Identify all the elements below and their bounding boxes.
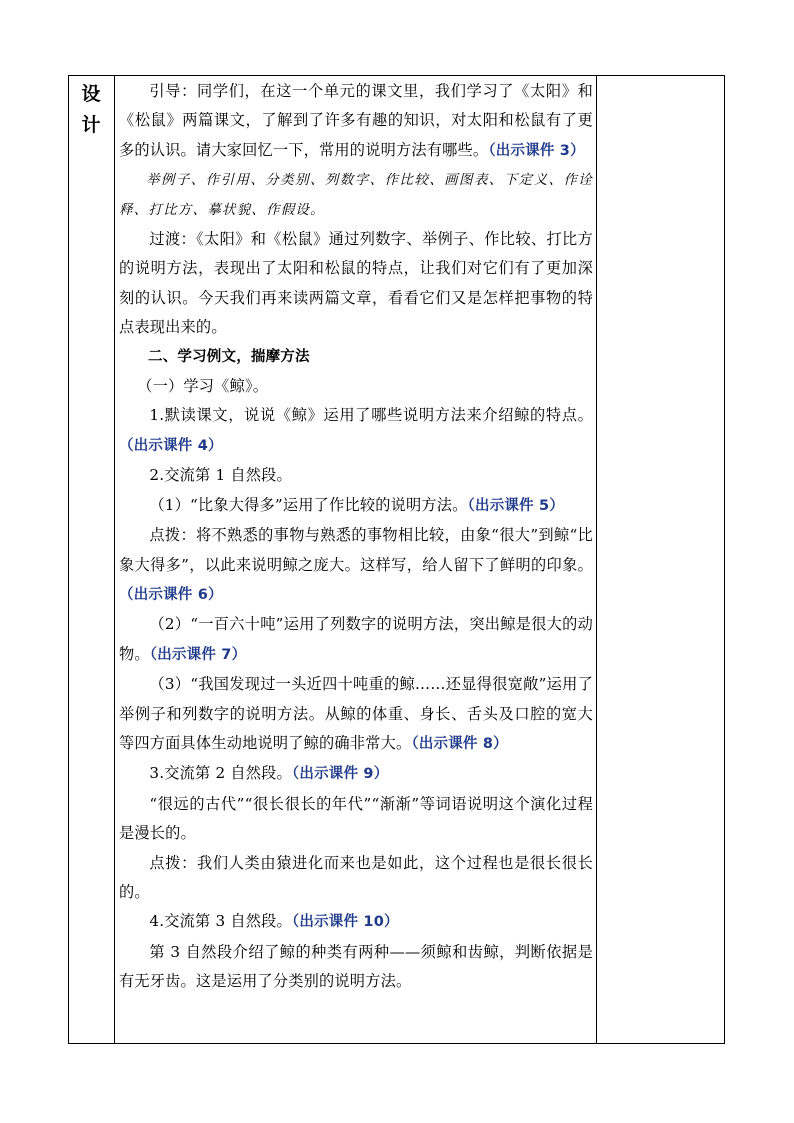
paragraph-text: 过渡：《太阳》和《松鼠》通过列数字、举例子、作比较、打比方的说明方法，表现出了太阳和松鼠的特点，让我们对它们有了更加深刻的认识。今天我们再来读两篇文章，看看它们又是怎样把事物的特点表现出来的。	[119, 230, 593, 337]
table-border-right	[724, 75, 725, 1044]
paragraph	[119, 166, 593, 225]
paragraph-text: 举例子、作引用、分类别、列数字、作比较、画图表、下定义、作诠释、打比方、摹状貌、作假设。	[119, 172, 593, 218]
courseware-note: （出示课件 9）	[291, 766, 389, 783]
paragraph	[119, 790, 593, 849]
courseware-note: （出示课件 4）	[119, 437, 223, 454]
paragraph	[119, 610, 593, 670]
paragraph-text: （1）“比象大得多”运用了作比较的说明方法。	[149, 495, 468, 514]
paragraph-text: 点拨：我们人类由猿进化而来也是如此，这个过程也是很长很长的。	[119, 853, 593, 901]
paragraph-text: 二、学习例文，揣摩方法	[148, 348, 310, 365]
paragraph	[119, 759, 593, 789]
section-label	[68, 75, 114, 141]
section-label-char: 设	[81, 83, 101, 105]
courseware-note: （出示课件 3）	[488, 142, 585, 159]
paragraph-text: 引导：同学们，在这一个单元的课文里，我们学习了《太阳》和《松鼠》两篇课文，了解到了许多有趣的知识，对太阳和松鼠有了更多的认识。请大家回忆一下，常用的说明方法有哪些。	[119, 82, 593, 159]
paragraph	[119, 491, 593, 521]
table-border-bottom	[68, 1043, 725, 1044]
paragraph-text: 点拨：将不熟悉的事物与熟悉的事物相比较，由象“很大”到鲸“比象大得多”，以此来说明鲸之庞大。这样写，给人留下了鲜明的印象。	[119, 526, 593, 574]
paragraph-text: 2.交流第 1 自然段。	[149, 466, 292, 485]
paragraph-text: （3）“我国发现过一头近四十吨重的鲸……还显得很宽敞”运用了举例子和列数字的说明方法。从鲸的体重、身长、舌头及口腔的宽大等四方面具体生动地说明了鲸的确非常大。	[119, 675, 593, 752]
paragraph	[119, 670, 593, 759]
paragraph-text: （一）学习《鲸》。	[137, 377, 269, 396]
lesson-table	[68, 75, 725, 1044]
paragraph	[119, 372, 593, 401]
table-border-left	[68, 75, 69, 1044]
paragraph-text: 第 3 自然段介绍了鲸的种类有两种——须鲸和齿鲸，判断依据是有无牙齿。这是运用了分类别的说明方法。	[119, 942, 593, 991]
paragraph	[119, 401, 593, 461]
courseware-note: （出示课件 10）	[291, 914, 399, 931]
courseware-note: （出示课件 6）	[119, 586, 223, 603]
paragraph	[119, 343, 593, 372]
paragraph-text: “很远的古代”“很长很长的年代”“渐渐”等词语说明这个演化过程是漫长的。	[119, 794, 593, 843]
paragraph-text: （2）“一百六十吨”运用了列数字的说明方法，突出鲸是很大的动物。	[119, 615, 593, 663]
paragraph	[119, 849, 593, 908]
notes-column	[597, 76, 723, 1042]
courseware-note: （出示课件 7）	[149, 646, 247, 663]
courseware-note: （出示课件 5）	[467, 497, 565, 514]
paragraph	[119, 225, 593, 343]
paragraph-text: 4.交流第 3 自然段。	[149, 912, 292, 931]
paragraph	[119, 938, 593, 997]
paragraph-text: 1.默读课文，说说《鲸》运用了哪些说明方法来介绍鲸的特点。	[149, 406, 593, 425]
paragraph-text: 3.交流第 2 自然段。	[149, 764, 292, 783]
section-label-char: 计	[81, 114, 101, 136]
column-divider-1	[114, 75, 115, 1044]
paragraph	[119, 461, 593, 490]
courseware-note: （出示课件 8）	[411, 735, 508, 752]
paragraph	[119, 521, 593, 610]
lesson-content	[119, 77, 593, 997]
paragraph	[119, 77, 593, 166]
paragraph	[119, 907, 593, 937]
